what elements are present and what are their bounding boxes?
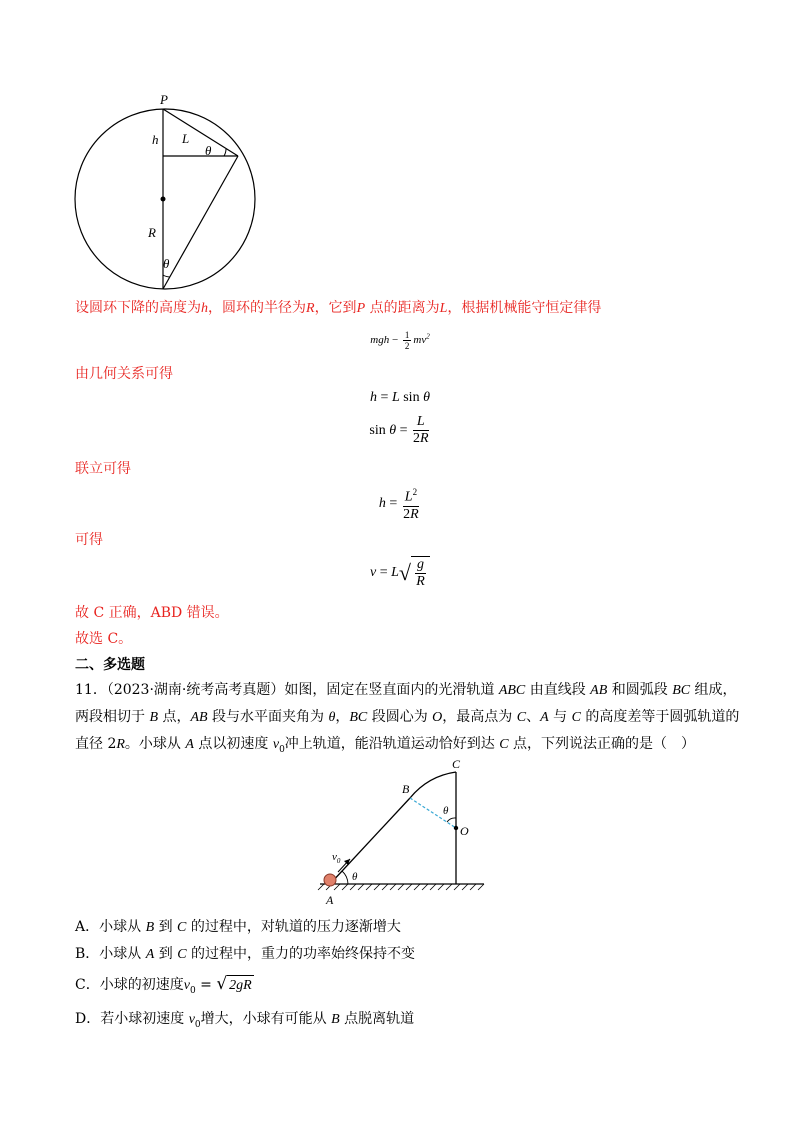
solution-line-4: 可得 — [75, 532, 103, 548]
equation-h-sin: h = L sin θ — [370, 390, 430, 405]
question-11-line-2: 两段相切于 B 点，AB 段与水平面夹角为 θ，BC 段圆心为 O，最高点为 C、A 与 C 的高度差等于圆弧轨道的 — [75, 709, 740, 725]
question-11-line-1: 11．（2023·湖南·统考高考真题）如图，固定在竖直面内的光滑轨道 ABC 由直线段 AB 和圆弧段 BC 组成， — [75, 682, 737, 698]
section-heading: 二、多选题 — [75, 657, 145, 673]
solution-line-3: 联立可得 — [75, 461, 131, 477]
center-O-dot — [454, 826, 458, 830]
label-P: P — [160, 92, 168, 107]
equation-energy: mgh − $\frac{1}{2}$ $mv^2$ — [370, 329, 430, 351]
solution-line-6: 故选 C。 — [75, 631, 133, 647]
equation-sin-theta: sin θ = $\frac{L}{2R}$ — [369, 414, 429, 446]
label-v0: $v_0$ — [332, 851, 341, 865]
equation-h-L2: h = $\frac{L^2}{2R}$ — [0, 484, 800, 523]
label-h: h — [152, 132, 159, 147]
question-11-line-3: 直径 2R。小球从 A 点以初速度 $v_0$冲上轨道，能沿轨道运动恰好到达 C 点，下列说法正确的是（ ） — [75, 736, 696, 755]
angle-arc-bottom — [163, 275, 170, 277]
center-dot — [161, 197, 166, 202]
solution-line-2: 由几何关系可得 — [75, 366, 173, 382]
option-A[interactable]: A．小球从 B 到 C 的过程中，对轨道的压力逐渐增大 — [75, 919, 401, 935]
ground-hatch — [318, 884, 484, 890]
track-arc-BC — [410, 772, 456, 798]
label-C: C — [452, 758, 461, 771]
label-theta-A: θ — [352, 871, 358, 883]
label-theta-top: θ — [205, 143, 212, 158]
label-L: L — [182, 131, 190, 146]
track-figure — [310, 758, 490, 910]
equation-velocity: v = L√ $\frac{g}{R}$ — [0, 556, 800, 590]
circle-geometry-figure — [70, 92, 260, 292]
label-theta-bottom: θ — [163, 256, 170, 271]
radius-OB — [410, 798, 456, 828]
option-C[interactable]: C．小球的初速度$v_0$ = √ 2gR — [75, 974, 252, 996]
label-theta-O: θ — [443, 805, 449, 817]
option-B[interactable]: B．小球从 A 到 C 的过程中，重力的功率始终保持不变 — [75, 946, 416, 962]
label-A: A — [326, 893, 334, 907]
label-O: O — [460, 824, 469, 838]
label-B: B — [402, 782, 410, 796]
solution-line-1: 设圆环下降的高度为h，圆环的半径为R，它到P 点的距离为L，根据机械能守恒定律得 — [75, 300, 602, 316]
chord-bottom — [163, 156, 238, 289]
label-R: R — [148, 225, 156, 240]
angle-arc-top — [224, 149, 226, 156]
ball — [324, 874, 336, 886]
angle-arc-A — [342, 871, 348, 884]
option-D[interactable]: D．若小球初速度 $v_0$增大，小球有可能从 B 点脱离轨道 — [75, 1011, 415, 1030]
solution-line-5: 故 C 正确，ABD 错误。 — [75, 605, 229, 621]
angle-arc-O — [447, 818, 456, 822]
